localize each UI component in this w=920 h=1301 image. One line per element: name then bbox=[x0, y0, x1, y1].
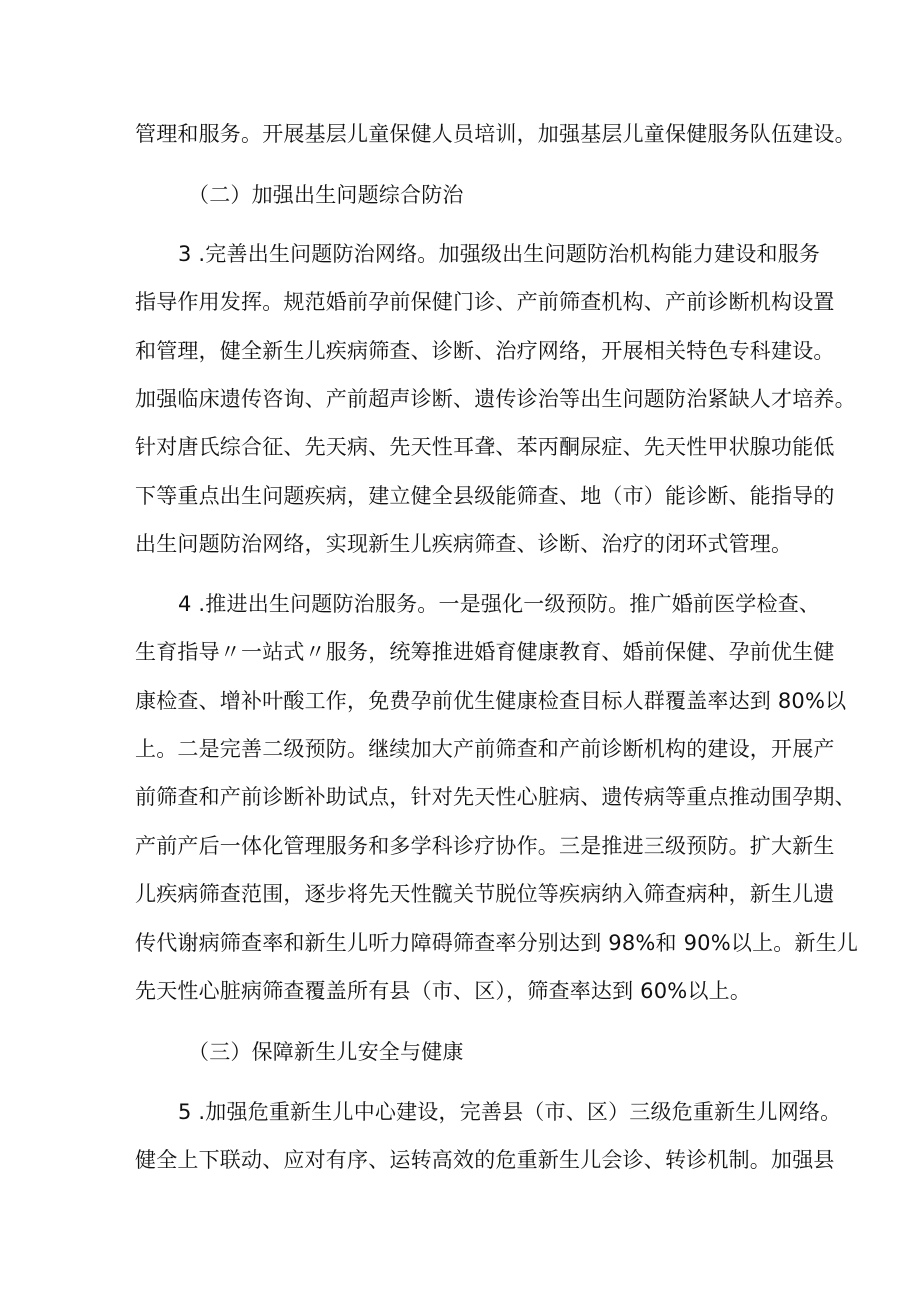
paragraph-line: 针对唐氏综合征、先天病、先天性耳聋、苯丙酮尿症、先天性甲状腺功能低 bbox=[135, 435, 835, 459]
paragraph-line: 3 .完善出生问题防治网络。加强级出生问题防治机构能力建设和服务 bbox=[178, 242, 821, 266]
paragraph-line: 下等重点出生问题疾病，建立健全县级能筛查、地（市）能诊断、能指导的 bbox=[135, 484, 835, 508]
paragraph-line: 健全上下联动、应对有序、运转高效的危重新生儿会诊、转诊机制。加强县 bbox=[135, 1148, 835, 1172]
paragraph-line: 管理和服务。开展基层儿童保健人员培训，加强基层儿童保健服务队伍建设。 bbox=[135, 122, 856, 146]
paragraph-line: 先天性心脏病筛查覆盖所有县（市、区），筛查率达到 60%以上。 bbox=[135, 979, 752, 1003]
paragraph-line: 儿疾病筛查范围，逐步将先天性髋关节脱位等疾病纳入筛查病种，新生儿遗 bbox=[135, 882, 835, 906]
paragraph-line: 生育指导〃一站式〃服务，统筹推进婚育健康教育、婚前保健、孕前优生健 bbox=[135, 640, 835, 664]
paragraph-line: 指导作用发挥。规范婚前孕前保健门诊、产前筛查机构、产前诊断机构设置 bbox=[135, 290, 835, 314]
paragraph-line: 传代谢病筛查率和新生儿听力障碍筛查率分别达到 98%和 90%以上。新生儿 bbox=[135, 931, 859, 955]
paragraph-line: 和管理，健全新生儿疾病筛查、诊断、治疗网络，开展相关特色专科建设。 bbox=[135, 339, 835, 363]
paragraph-line: 出生问题防治网络，实现新生儿疾病筛查、诊断、治疗的闭环式管理。 bbox=[135, 532, 793, 556]
paragraph-line: 上。二是完善二级预防。继续加大产前筛查和产前诊断机构的建设，开展产 bbox=[135, 737, 835, 761]
section-heading: （三）保障新生儿安全与健康 bbox=[188, 1040, 464, 1064]
paragraph-line: 产前产后一体化管理服务和多学科诊疗协作。三是推进三级预防。扩大新生 bbox=[135, 834, 835, 858]
section-heading: （二）加强出生问题综合防治 bbox=[188, 183, 464, 207]
paragraph-line: 康检查、增补叶酸工作，免费孕前优生健康检查目标人群覆盖率达到 80%以 bbox=[135, 689, 847, 713]
paragraph-line: 4 .推进出生问题防治服务。一是强化一级预防。推广婚前医学检查、 bbox=[178, 592, 821, 616]
paragraph-line: 加强临床遗传咨询、产前超声诊断、遗传诊治等出生问题防治紧缺人才培养。 bbox=[135, 387, 856, 411]
paragraph-line: 5 .加强危重新生儿中心建设，完善县（市、区）三级危重新生儿网络。 bbox=[178, 1100, 842, 1124]
paragraph-line: 前筛查和产前诊断补助试点，针对先天性心脏病、遗传病等重点推动围孕期、 bbox=[135, 785, 856, 809]
